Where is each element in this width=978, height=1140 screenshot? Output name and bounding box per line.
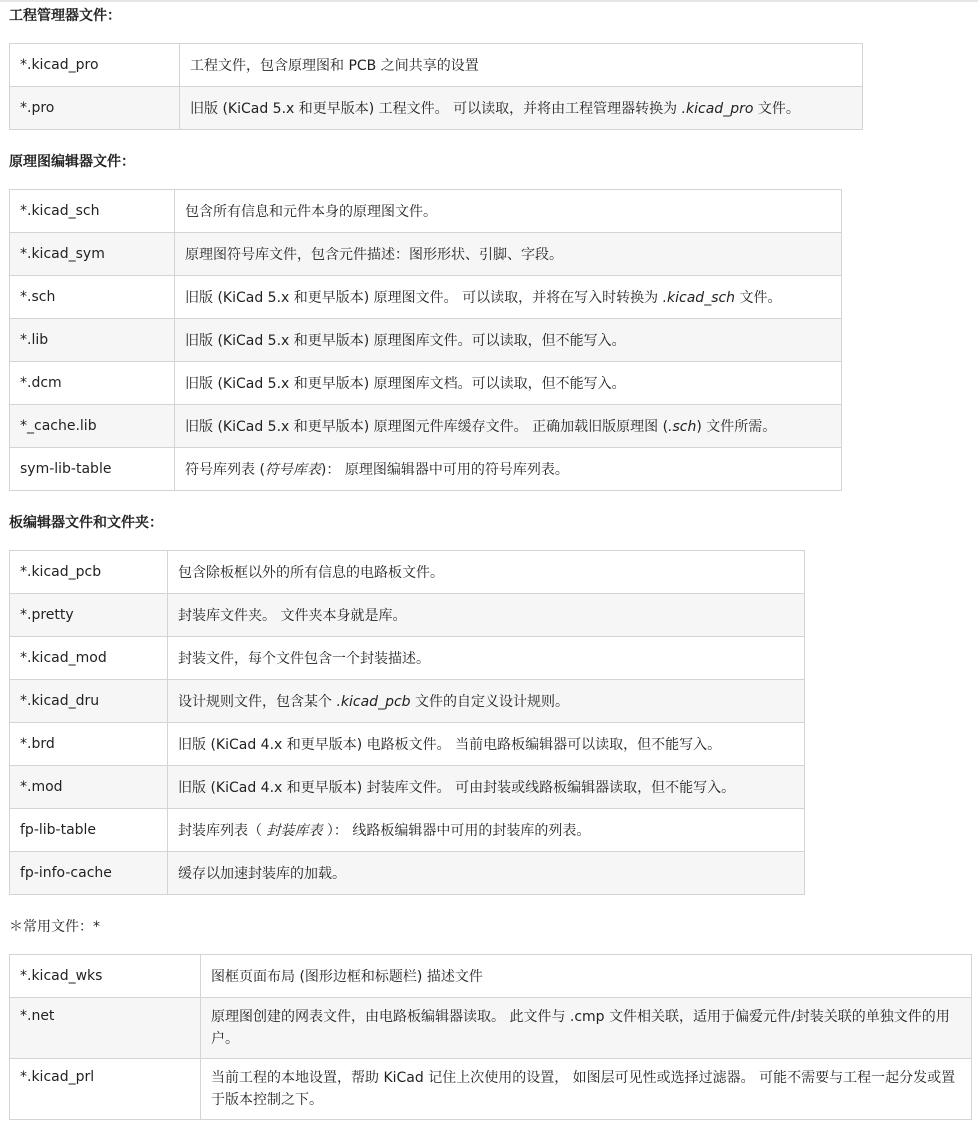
file-desc-cell: 工程文件，包含原理图和 PCB 之间共享的设置	[180, 44, 863, 87]
table-row	[10, 362, 842, 405]
file-desc-cell: 旧版 (KiCad 4.x 和更早版本) 电路板文件。 当前电路板编辑器可以读取，但不能写入。	[168, 723, 805, 766]
desc-text: 旧版 (KiCad 5.x 和更早版本) 工程文件。 可以读取，并将由工程管理器转换为	[190, 101, 682, 117]
table-row	[10, 809, 805, 852]
file-desc-cell: 旧版 (KiCad 5.x 和更早版本) 原理图库文档。可以读取，但不能写入。	[175, 362, 842, 405]
desc-text: 文件的自定义设计规则。	[410, 694, 569, 710]
file-desc-cell: 缓存以加速封装库的加载。	[168, 852, 805, 895]
file-name-cell: *.kicad_pro	[10, 44, 180, 87]
table-row	[10, 680, 805, 723]
file-desc-cell: 封装库文件夹。 文件夹本身就是库。	[168, 594, 805, 637]
desc-italic: .kicad_pro	[681, 101, 754, 117]
heading-schematic-files: 原理图编辑器文件：	[9, 154, 135, 170]
desc-text: 旧版 (KiCad 5.x 和更早版本) 原理图文件。 可以读取，并将在写入时转换为	[185, 290, 663, 306]
file-name-cell: *.net	[10, 998, 201, 1059]
heading-board-files: 板编辑器文件和文件夹：	[9, 515, 163, 531]
file-name-cell: *.pro	[10, 87, 180, 130]
file-name-cell: *.kicad_prl	[10, 1059, 201, 1120]
table-row	[10, 852, 805, 895]
table-row	[10, 1059, 972, 1120]
desc-italic: .sch	[668, 419, 697, 435]
table-schematic-files	[9, 189, 842, 491]
table-row	[10, 766, 805, 809]
file-desc-cell: 封装文件，每个文件包含一个封装描述。	[168, 637, 805, 680]
desc-italic: .kicad_pcb	[336, 694, 411, 710]
table-row	[10, 594, 805, 637]
file-desc-cell	[168, 809, 805, 852]
desc-text: 文件。	[753, 101, 800, 117]
table-row	[10, 190, 842, 233]
file-name-cell: *.dcm	[10, 362, 175, 405]
file-desc-cell	[175, 448, 842, 491]
table-common-files	[9, 954, 972, 1120]
table-row	[10, 233, 842, 276]
file-desc-cell: 原理图符号库文件，包含元件描述：图形形状、引脚、字段。	[175, 233, 842, 276]
file-name-cell: fp-info-cache	[10, 852, 168, 895]
file-desc-cell: 包含除板框以外的所有信息的电路板文件。	[168, 551, 805, 594]
heading-project-files: 工程管理器文件：	[9, 8, 121, 24]
file-desc-cell: 旧版 (KiCad 5.x 和更早版本) 原理图库文件。可以读取，但不能写入。	[175, 319, 842, 362]
file-name-cell: *.mod	[10, 766, 168, 809]
desc-text: 封装库列表（	[178, 823, 267, 839]
table-row	[10, 551, 805, 594]
file-name-cell: *.brd	[10, 723, 168, 766]
file-desc-cell	[168, 680, 805, 723]
desc-text: 符号库列表 (	[185, 462, 265, 478]
table-row	[10, 998, 972, 1059]
table-row	[10, 448, 842, 491]
file-desc-cell	[180, 87, 863, 130]
table-row	[10, 723, 805, 766]
file-name-cell: *.sch	[10, 276, 175, 319]
file-name-cell: *_cache.lib	[10, 405, 175, 448]
file-name-cell: *.kicad_dru	[10, 680, 168, 723]
file-desc-cell: 图框页面布局 (图形边框和标题栏) 描述文件	[201, 955, 972, 998]
file-name-cell: *.kicad_wks	[10, 955, 201, 998]
file-name-cell: *.kicad_pcb	[10, 551, 168, 594]
desc-italic: .kicad_sch	[662, 290, 736, 306]
file-desc-cell: 包含所有信息和元件本身的原理图文件。	[175, 190, 842, 233]
desc-italic: 符号库表	[264, 462, 321, 478]
file-name-cell: sym-lib-table	[10, 448, 175, 491]
desc-text: 设计规则文件，包含某个	[178, 694, 337, 710]
file-desc-cell: 当前工程的本地设置，帮助 KiCad 记住上次使用的设置， 如图层可见性或选择过滤器。 可能不需要与工程一起分发或置于版本控制之下。	[201, 1059, 972, 1120]
table-row	[10, 44, 863, 87]
table-row	[10, 276, 842, 319]
heading-common-files: ＊常用文件：*	[9, 919, 100, 935]
table-row	[10, 87, 863, 130]
file-name-cell: *.kicad_mod	[10, 637, 168, 680]
table-row	[10, 405, 842, 448]
file-desc-cell	[175, 405, 842, 448]
file-desc-cell: 旧版 (KiCad 4.x 和更早版本) 封装库文件。 可由封装或线路板编辑器读取，但不能写入。	[168, 766, 805, 809]
table-row	[10, 319, 842, 362]
file-name-cell: *.kicad_sch	[10, 190, 175, 233]
file-name-cell: *.pretty	[10, 594, 168, 637]
top-divider	[0, 0, 978, 2]
file-name-cell: *.lib	[10, 319, 175, 362]
desc-text: 旧版 (KiCad 5.x 和更早版本) 原理图元件库缓存文件。 正确加载旧版原理图 (	[185, 419, 669, 435]
desc-text: ) 文件所需。	[696, 419, 777, 435]
file-name-cell: fp-lib-table	[10, 809, 168, 852]
file-desc-cell: 原理图创建的网表文件，由电路板编辑器读取。 此文件与 .cmp 文件相关联，适用于偏爱元件/封装关联的单独文件的用户。	[201, 998, 972, 1059]
table-project-files	[9, 43, 863, 130]
file-desc-cell	[175, 276, 842, 319]
table-board-files	[9, 550, 805, 895]
table-row	[10, 955, 972, 998]
desc-italic: 封装库表	[266, 823, 323, 839]
file-name-cell: *.kicad_sym	[10, 233, 175, 276]
table-row	[10, 637, 805, 680]
desc-text: 文件。	[735, 290, 782, 306]
desc-text: ）： 线路板编辑器中可用的封装库的列表。	[322, 823, 591, 839]
desc-text: )： 原理图编辑器中可用的符号库列表。	[320, 462, 569, 478]
